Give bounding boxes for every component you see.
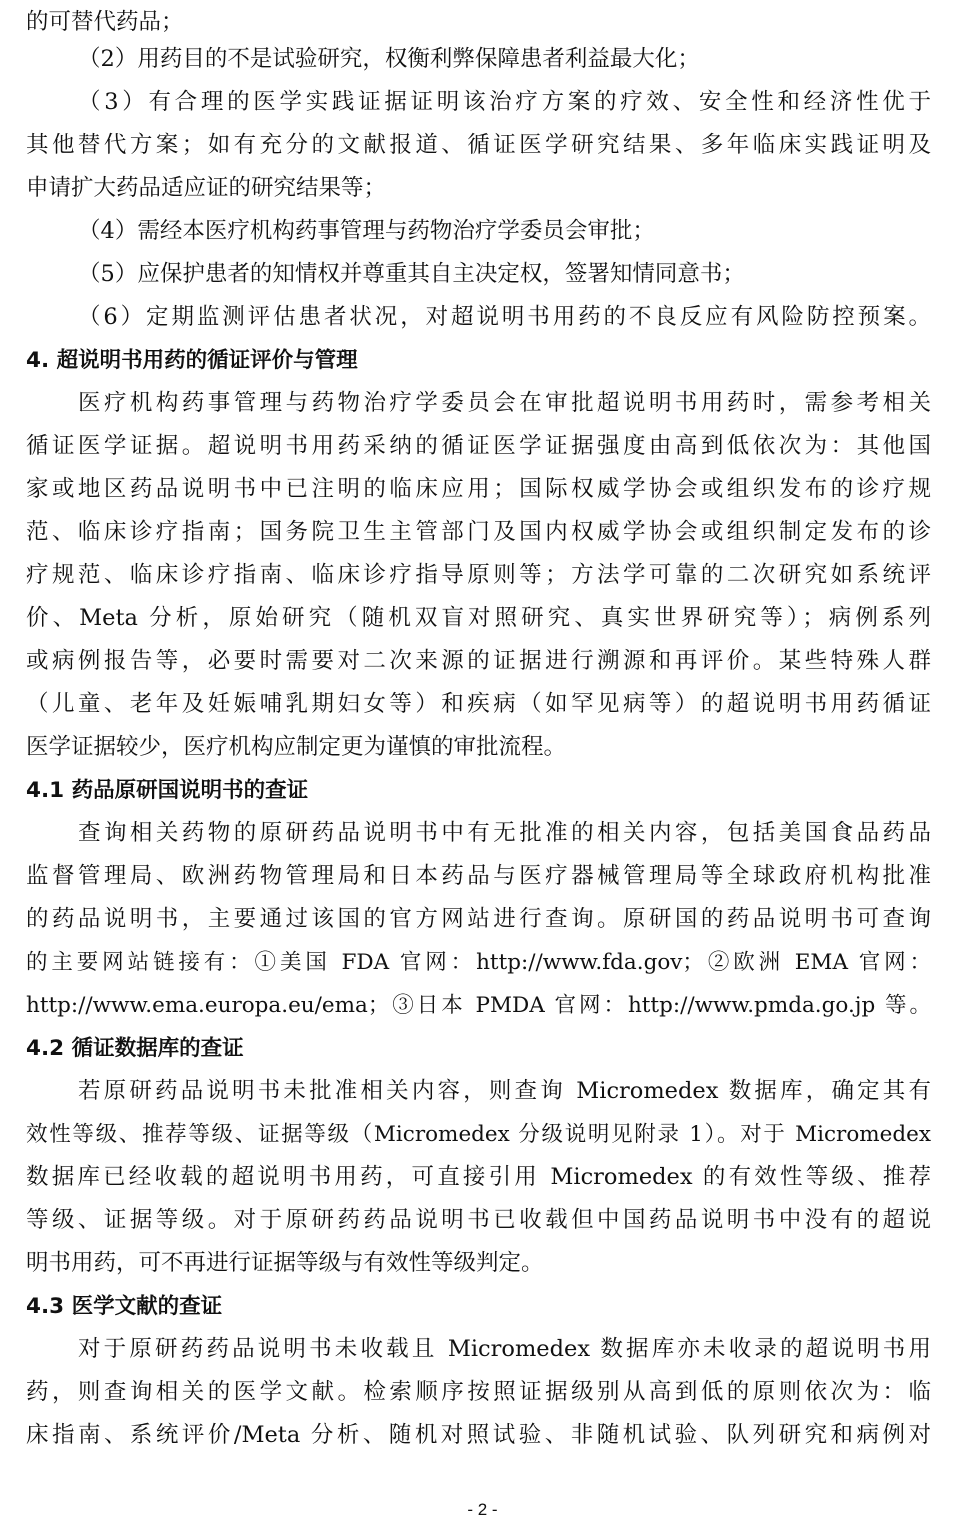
section-heading-4-1: 4.1 药品原研国说明书的查证 xyxy=(26,778,309,803)
paragraph-line: 对于原研药药品说明书未收载且 Micromedex 数据库亦未收录的超说明书用 xyxy=(78,1336,931,1362)
section-heading-4: 4. 超说明书用药的循证评价与管理 xyxy=(26,348,358,373)
paragraph-line: 的主要网站链接有：①美国 FDA 官网：http://www.fda.gov；②欧洲 EMA 官网： xyxy=(26,950,931,975)
paragraph-line: 床指南、系统评价/Meta 分析、随机对照试验、非随机试验、队列研究和病例对 xyxy=(26,1422,931,1448)
paragraph-line: http://www.ema.europa.eu/ema；③日本 PMDA 官网：http://www.pmda.go.jp 等。 xyxy=(26,993,931,1018)
list-item-5: （5）应保护患者的知情权并尊重其自主决定权，签署知情同意书； xyxy=(78,261,745,287)
list-item-4: （4）需经本医疗机构药事管理与药物治疗学委员会审批； xyxy=(78,218,655,244)
section-heading-4-2: 4.2 循证数据库的查证 xyxy=(26,1036,244,1061)
list-item-6: （6）定期监测评估患者状况，对超说明书用药的不良反应有风险防控预案。 xyxy=(78,304,931,330)
paragraph-line: 申请扩大药品适应证的研究结果等； xyxy=(26,175,387,201)
paragraph-line: 等级、证据等级。对于原研药药品说明书已收载但中国药品说明书中没有的超说 xyxy=(26,1207,931,1233)
page-number: - 2 - xyxy=(467,1500,498,1519)
paragraph-line: （儿童、老年及妊娠哺乳期妇女等）和疾病（如罕见病等）的超说明书用药循证 xyxy=(26,691,931,717)
paragraph-line: 医学证据较少，医疗机构应制定更为谨慎的审批流程。 xyxy=(26,734,567,760)
paragraph-line: 药，则查询相关的医学文献。检索顺序按照证据级别从高到低的原则依次为：临 xyxy=(26,1379,931,1405)
section-heading-4-3: 4.3 医学文献的查证 xyxy=(26,1294,223,1319)
paragraph-line: 疗规范、临床诊疗指南、临床诊疗指导原则等；方法学可靠的二次研究如系统评 xyxy=(26,562,931,588)
paragraph-line: 医疗机构药事管理与药物治疗学委员会在审批超说明书用药时，需参考相关 xyxy=(78,390,931,416)
list-item-2: （2）用药目的不是试验研究，权衡利弊保障患者利益最大化； xyxy=(78,46,700,72)
paragraph-line: 监督管理局、欧洲药物管理局和日本药品与医疗器械管理局等全球政府机构批准 xyxy=(26,863,931,889)
paragraph-line: 查询相关药物的原研药品说明书中有无批准的相关内容，包括美国食品药品 xyxy=(78,820,931,846)
list-item-3: （3）有合理的医学实践证据证明该治疗方案的疗效、安全性和经济性优于 xyxy=(78,89,931,115)
paragraph-line: 价、Meta 分析，原始研究（随机双盲对照研究、真实世界研究等）；病例系列 xyxy=(26,605,931,631)
paragraph-line: 若原研药品说明书未批准相关内容，则查询 Micromedex 数据库，确定其有 xyxy=(78,1078,931,1104)
paragraph-line: 的可替代药品； xyxy=(26,9,184,35)
paragraph-line: 明书用药，可不再进行证据等级与有效性等级判定。 xyxy=(26,1250,544,1276)
paragraph-line: 家或地区药品说明书中已注明的临床应用；国际权威学协会或组织发布的诊疗规 xyxy=(26,476,931,502)
paragraph-line: 循证医学证据。超说明书用药采纳的循证医学证据强度由高到低依次为：其他国 xyxy=(26,433,931,459)
paragraph-line: 效性等级、推荐等级、证据等级（Micromedex 分级说明见附录 1）。对于 Micromedex xyxy=(26,1122,931,1147)
paragraph-line: 数据库已经收载的超说明书用药，可直接引用 Micromedex 的有效性等级、推荐 xyxy=(26,1164,931,1190)
paragraph-line: 的药品说明书，主要通过该国的官方网站进行查询。原研国的药品说明书可查询 xyxy=(26,906,931,932)
paragraph-line: 或病例报告等，必要时需要对二次来源的证据进行溯源和再评价。某些特殊人群 xyxy=(26,648,931,674)
paragraph-line: 其他替代方案；如有充分的文献报道、循证医学研究结果、多年临床实践证明及 xyxy=(26,132,931,158)
paragraph-line: 范、临床诊疗指南；国务院卫生主管部门及国内权威学协会或组织制定发布的诊 xyxy=(26,519,931,545)
